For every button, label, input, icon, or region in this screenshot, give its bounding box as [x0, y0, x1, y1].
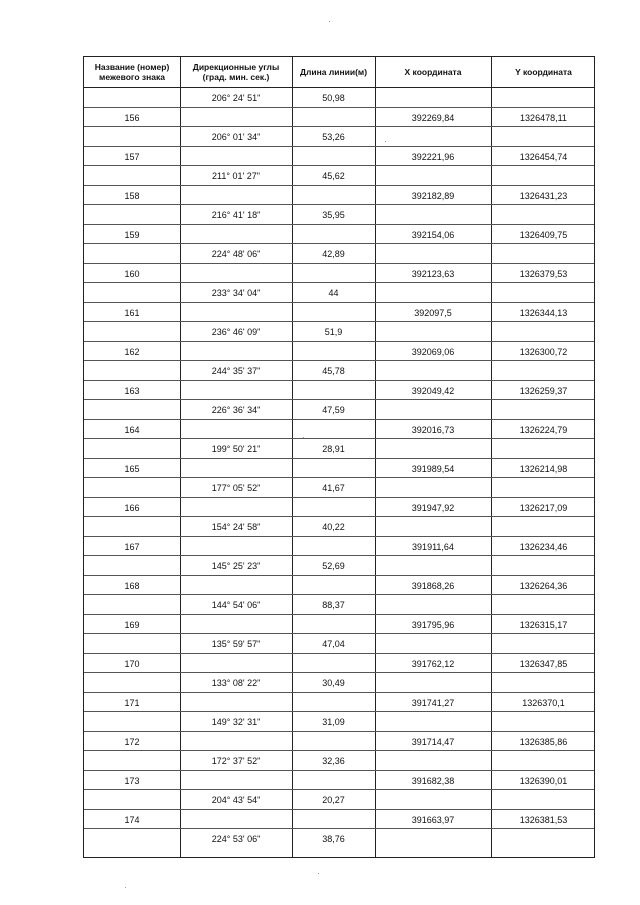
- row-divider: [84, 692, 594, 693]
- point-y: 1326409,75: [519, 230, 568, 241]
- point-name: 174: [124, 815, 140, 826]
- point-y: 1326300,72: [519, 347, 568, 358]
- segment-length: 32,36: [322, 755, 345, 766]
- scan-speck: [318, 873, 319, 874]
- segment-length: 41,67: [322, 482, 345, 493]
- point-x: 392182,89: [411, 191, 455, 202]
- row-divider: [84, 107, 594, 108]
- point-name: 168: [124, 581, 140, 592]
- segment-length: 50,98: [322, 92, 345, 103]
- segment-angle: 224° 48' 06": [211, 248, 261, 259]
- row-divider: [84, 458, 594, 459]
- row-divider: [84, 302, 594, 303]
- segment-length: 45,62: [322, 170, 345, 181]
- point-name: 160: [124, 269, 140, 280]
- point-name: 163: [124, 386, 140, 397]
- point-y: 1326217,09: [519, 503, 568, 514]
- header-direction-angle: Дирекционные углы (град. мин. сек.): [192, 62, 280, 82]
- point-y: 1326431,23: [519, 191, 568, 202]
- header-line-length: Длина линии(м): [299, 67, 368, 77]
- point-y: 1326224,79: [519, 425, 568, 436]
- point-x: 391714,47: [411, 737, 455, 748]
- point-name: 172: [124, 737, 140, 748]
- point-y: 1326478,11: [520, 113, 567, 124]
- point-y: 1326344,13: [519, 308, 568, 319]
- point-x: 392221,96: [411, 152, 455, 163]
- row-divider: [84, 809, 594, 810]
- segment-angle: 133° 08' 22": [211, 677, 261, 688]
- row-divider: [84, 536, 594, 537]
- point-x: 391868,26: [411, 581, 455, 592]
- segment-length: 42,89: [322, 248, 345, 259]
- point-name: 158: [124, 191, 140, 202]
- segment-angle: 135° 59' 57": [211, 638, 261, 649]
- segment-angle: 226° 36' 34": [211, 404, 261, 415]
- segment-length: 47,59: [322, 404, 345, 415]
- point-name: 159: [124, 230, 140, 241]
- row-divider: [84, 419, 594, 420]
- segment-length: 40,22: [322, 521, 345, 532]
- point-name: 170: [124, 659, 140, 670]
- point-x: 392069,06: [411, 347, 455, 358]
- segment-angle: 233° 34' 04": [211, 287, 261, 298]
- point-y: 1326234,46: [519, 542, 568, 553]
- segment-length: 35,95: [322, 209, 345, 220]
- segment-length: 51,9: [324, 326, 343, 337]
- point-x: 391741,27: [411, 698, 455, 709]
- segment-angle: 172° 37' 52": [211, 755, 261, 766]
- point-name: 156: [124, 113, 140, 124]
- row-divider: [84, 653, 594, 654]
- segment-length: 31,09: [322, 716, 345, 727]
- point-x: 392154,06: [411, 230, 455, 241]
- point-y: 1326381,53: [519, 815, 568, 826]
- segment-angle: 216° 41' 18": [211, 209, 261, 220]
- scan-speck: [329, 21, 330, 22]
- point-x: 391947,92: [411, 503, 455, 514]
- row-divider: [84, 146, 594, 147]
- point-name: 161: [124, 308, 140, 319]
- segment-angle: 211° 01' 27": [212, 170, 260, 181]
- row-divider: [84, 341, 594, 342]
- segment-length: 28,91: [322, 443, 345, 454]
- header-y-coordinate: Y координата: [515, 67, 572, 77]
- header-x-coordinate: X координата: [404, 67, 462, 77]
- segment-angle: 149° 32' 31": [211, 716, 261, 727]
- point-name: 164: [124, 425, 140, 436]
- segment-angle: 177° 05' 52": [211, 482, 261, 493]
- point-name: 166: [124, 503, 140, 514]
- segment-angle: 206° 24' 51": [211, 92, 261, 103]
- point-name: 169: [124, 620, 140, 631]
- segment-angle: 244° 35' 37": [211, 365, 261, 376]
- point-name: 157: [124, 152, 140, 163]
- point-y: 1326264,36: [519, 581, 568, 592]
- segment-length: 38,76: [322, 833, 345, 844]
- point-y: 1326259,37: [519, 386, 568, 397]
- segment-angle: 154° 24' 58": [211, 521, 261, 532]
- point-x: 392123,63: [411, 269, 455, 280]
- row-divider: [84, 263, 594, 264]
- coordinates-table: [83, 56, 595, 858]
- point-y: 1326214,98: [519, 464, 568, 475]
- point-y: 1326385,86: [519, 737, 568, 748]
- segment-length: 30,49: [322, 677, 345, 688]
- row-divider: [84, 614, 594, 615]
- segment-length: 53,26: [322, 131, 345, 142]
- segment-angle: 204° 43' 54": [211, 794, 261, 805]
- segment-length: 45,78: [322, 365, 345, 376]
- point-name: 167: [124, 542, 140, 553]
- row-divider: [84, 731, 594, 732]
- segment-length: 88,37: [322, 599, 345, 610]
- point-y: 1326347,85: [519, 659, 568, 670]
- segment-angle: 224° 53' 06": [211, 833, 261, 844]
- point-x: 391663,97: [411, 815, 455, 826]
- segment-angle: 206° 01' 34": [211, 131, 261, 142]
- segment-length: 44: [328, 287, 339, 298]
- point-x: 391795,96: [411, 620, 455, 631]
- point-y: 1326390,01: [519, 776, 568, 787]
- point-name: 173: [124, 776, 140, 787]
- segment-angle: 236° 46' 09": [211, 326, 261, 337]
- header-point-name: Название (номер) межевого знака: [94, 62, 170, 82]
- point-x: 391989,54: [411, 464, 455, 475]
- row-divider: [84, 380, 594, 381]
- point-x: 391762,12: [411, 659, 455, 670]
- point-y: 1326454,74: [519, 152, 568, 163]
- segment-angle: 144° 54' 06": [211, 599, 261, 610]
- scan-speck: [385, 141, 386, 142]
- segment-angle: 199° 50' 21": [211, 443, 261, 454]
- point-x: 392016,73: [411, 425, 455, 436]
- row-divider: [84, 770, 594, 771]
- row-divider: [84, 185, 594, 186]
- segment-length: 47,04: [322, 638, 345, 649]
- segment-angle: 145° 25' 23": [211, 560, 261, 571]
- row-divider: [84, 224, 594, 225]
- point-x: 391682,38: [411, 776, 455, 787]
- segment-length: 20,27: [322, 794, 345, 805]
- row-divider: [84, 497, 594, 498]
- point-y: 1326315,17: [519, 620, 568, 631]
- scan-speck: [303, 437, 304, 438]
- scan-speck: [125, 887, 126, 888]
- point-x: 392049,42: [411, 386, 455, 397]
- point-x: 391911,64: [412, 542, 454, 553]
- point-x: 392097,5: [414, 308, 452, 319]
- point-y: 1326370,1: [522, 698, 565, 709]
- segment-length: 52,69: [322, 560, 345, 571]
- row-divider: [84, 575, 594, 576]
- point-x: 392269,84: [411, 113, 455, 124]
- point-name: 171: [124, 698, 140, 709]
- point-name: 165: [124, 464, 140, 475]
- point-name: 162: [124, 347, 140, 358]
- point-y: 1326379,53: [519, 269, 568, 280]
